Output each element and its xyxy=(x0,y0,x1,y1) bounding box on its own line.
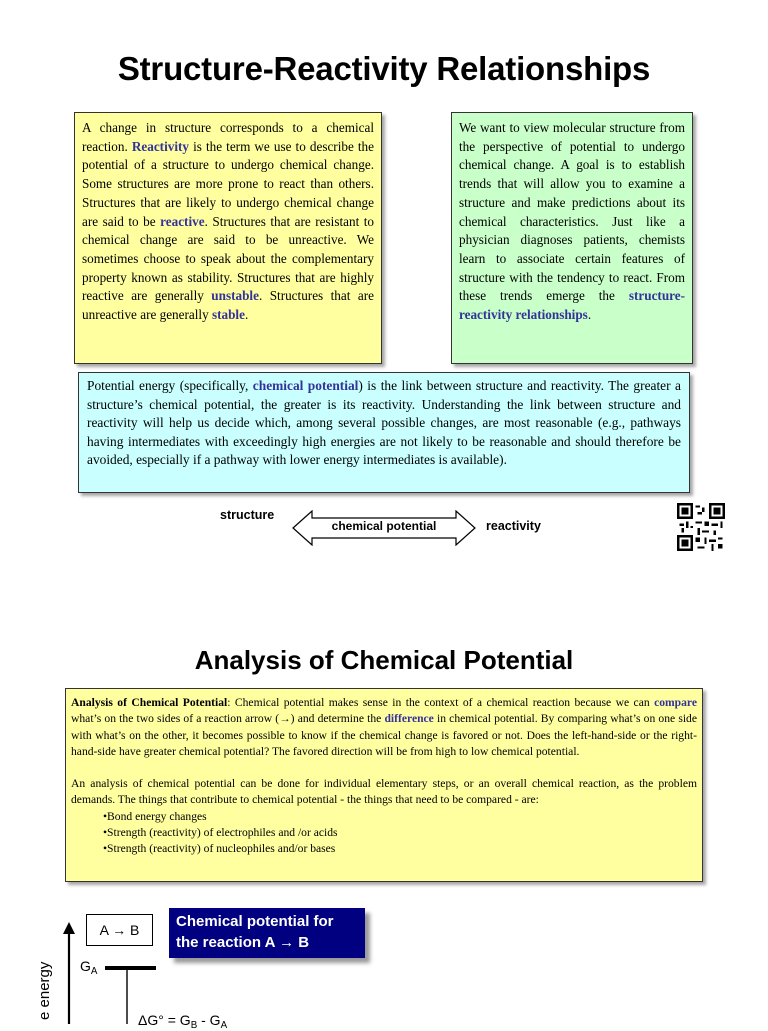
analysis-box xyxy=(65,688,703,882)
text: We want to view molecular structure from the perspective of potential to undergo chemical change. A goal is to establish trends that will allow you to examine a structure and make predictions about its chemical characteristics. Just like a physician diagnoses patients, chemists learn to associate certain features of structure with the tendency to react. From these trends emerge the xyxy=(459,120,685,304)
label-chemical-potential: chemical potential xyxy=(331,519,437,533)
ga-label: $G_A$ xyxy=(80,958,98,977)
text: in chemical potential. By comparing what’s on one side with what’s on the other, it becomes possible to know if the chemical change is favored or not. Does the left-hand-side or the right-hand-side have greater chemical potential? The favored direction will be from high to low chemical potential. xyxy=(71,712,698,758)
list-item: •Strength (reactivity) of electrophiles and /or acids xyxy=(103,826,338,840)
goal-box xyxy=(451,112,693,364)
label-structure: structure xyxy=(220,508,275,522)
text: Potential energy (specifically, xyxy=(87,378,249,393)
text: . xyxy=(244,307,249,323)
axis-arrowhead-icon xyxy=(63,922,75,934)
term-reactive: reactive xyxy=(160,213,205,229)
section-title: Analysis of Chemical Potential xyxy=(194,645,574,675)
text: An analysis of chemical potential can be done for individual elementary steps, or an overall chemical reaction, as the problem demands. The things that contribute to chemical potential - the things that need to be compared - are: xyxy=(71,777,697,807)
term-structure-reactivity: structure-reactivity relationships xyxy=(459,288,686,323)
text: ) is the link between structure and reactivity. The greater a structure’s chemical potential, the greater is its reactivity. Understanding the link between structure and reactivity will help us decide which, among several possible changes, are most reasonable (e.g., pathways having intermediates with exceedingly high energies are not likely to be reasonable and should therefore be avoided, especially if a pathway with lower energy intermediates is available). xyxy=(87,378,681,467)
delta-g-label: $\Delta G^\circ = G_B - G_A$ xyxy=(138,1012,228,1031)
text: . Structures that are unreactive are generally xyxy=(82,288,374,323)
term-difference: difference xyxy=(384,712,434,726)
callout-box xyxy=(169,908,365,958)
term-chemical-potential: chemical potential xyxy=(252,378,359,393)
callout-line: Chemical potential for xyxy=(176,913,334,930)
analysis-heading: Analysis of Chemical Potential xyxy=(71,696,228,709)
term-compare: compare xyxy=(654,696,697,709)
reaction-box: A → B xyxy=(86,914,153,946)
text: . Structures that are resistant to chemical change are said to be unreactive. We sometimes choose to speak about the complementary property known as stability. Structures that are highly reactive are generally xyxy=(82,213,375,304)
list-item: •Strength (reactivity) of nucleophiles and/or bases xyxy=(103,842,336,856)
term-stable: stable xyxy=(211,307,245,323)
potential-energy-box xyxy=(78,372,690,493)
text: what’s on the two sides of a reaction arrow (→) and determine the xyxy=(71,712,382,726)
y-axis-label: e energy xyxy=(36,961,53,1020)
qr-code-icon xyxy=(677,503,725,551)
text: : Chemical potential makes sense in the context of a chemical reaction because we can xyxy=(227,696,650,709)
label-reactivity: reactivity xyxy=(486,519,541,533)
term-unstable: unstable xyxy=(211,288,259,304)
page-title: Structure-Reactivity Relationships xyxy=(117,50,651,87)
text: . xyxy=(587,307,592,323)
text: A change in structure corresponds to a chemical reaction. xyxy=(82,120,374,154)
list-item: •Bond energy changes xyxy=(103,809,207,823)
text: is the term we use to describe the potential of a structure to undergo chemical change. Some structures are more prone to react than others. Structures that are likely to undergo chemical change are said to be xyxy=(82,138,375,229)
callout-line: the reaction A → B xyxy=(176,934,310,951)
reactivity-definition-box xyxy=(74,112,382,364)
term-reactivity: Reactivity xyxy=(131,138,189,154)
